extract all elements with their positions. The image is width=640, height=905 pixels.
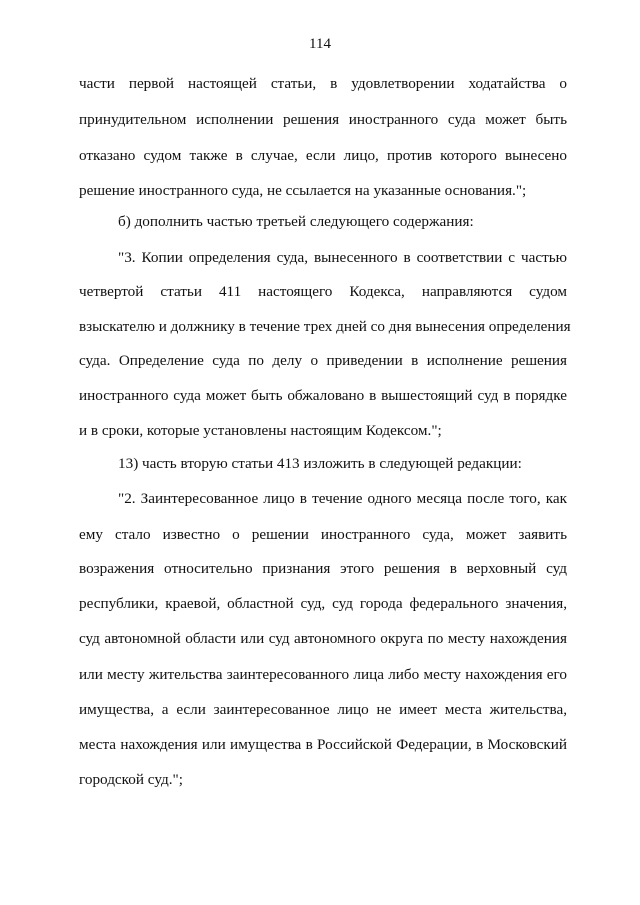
text-line: четвертой статьи 411 настоящего Кодекса, направляются судом	[79, 283, 567, 300]
text-line: "2. Заинтересованное лицо в течение одного месяца после того, как	[118, 490, 567, 507]
text-line: ему стало известно о решении иностранного суда, может заявить	[79, 526, 567, 543]
text-line: возражения относительно признания этого решения в верховный суд	[79, 560, 567, 577]
text-line: взыскателю и должнику в течение трех дней со дня вынесения определения	[79, 318, 571, 335]
text-line: 13) часть вторую статьи 413 изложить в следующей редакции:	[118, 455, 522, 472]
text-line: части первой настоящей статьи, в удовлетворении ходатайства о	[79, 75, 567, 92]
text-line: иностранного суда может быть обжаловано в вышестоящий суд в порядке	[79, 387, 567, 404]
text-line: "3. Копии определения суда, вынесенного в соответствии с частью	[118, 249, 567, 266]
text-line: суда. Определение суда по делу о приведении в исполнение решения	[79, 352, 567, 369]
text-line: имущества, а если заинтересованное лицо не имеет места жительства,	[79, 701, 567, 718]
page-number: 114	[309, 36, 331, 52]
text-line: решение иностранного суда, не ссылается на указанные основания.";	[79, 182, 527, 199]
text-line: места нахождения или имущества в Российской Федерации, в Московский	[79, 736, 567, 753]
text-line: б) дополнить частью третьей следующего содержания:	[118, 213, 474, 230]
text-line: и в сроки, которые установлены настоящим Кодексом.";	[79, 422, 442, 439]
text-line: республики, краевой, областной суд, суд города федерального значения,	[79, 595, 567, 612]
text-line: городской суд.";	[79, 771, 183, 788]
text-line: принудительном исполнении решения иностранного суда может быть	[79, 111, 567, 128]
text-line: отказано судом также в случае, если лицо, против которого вынесено	[79, 147, 567, 164]
text-line: или месту жительства заинтересованного лица либо месту нахождения его	[79, 666, 567, 683]
text-line: суд автономной области или суд автономного округа по месту нахождения	[79, 630, 567, 647]
